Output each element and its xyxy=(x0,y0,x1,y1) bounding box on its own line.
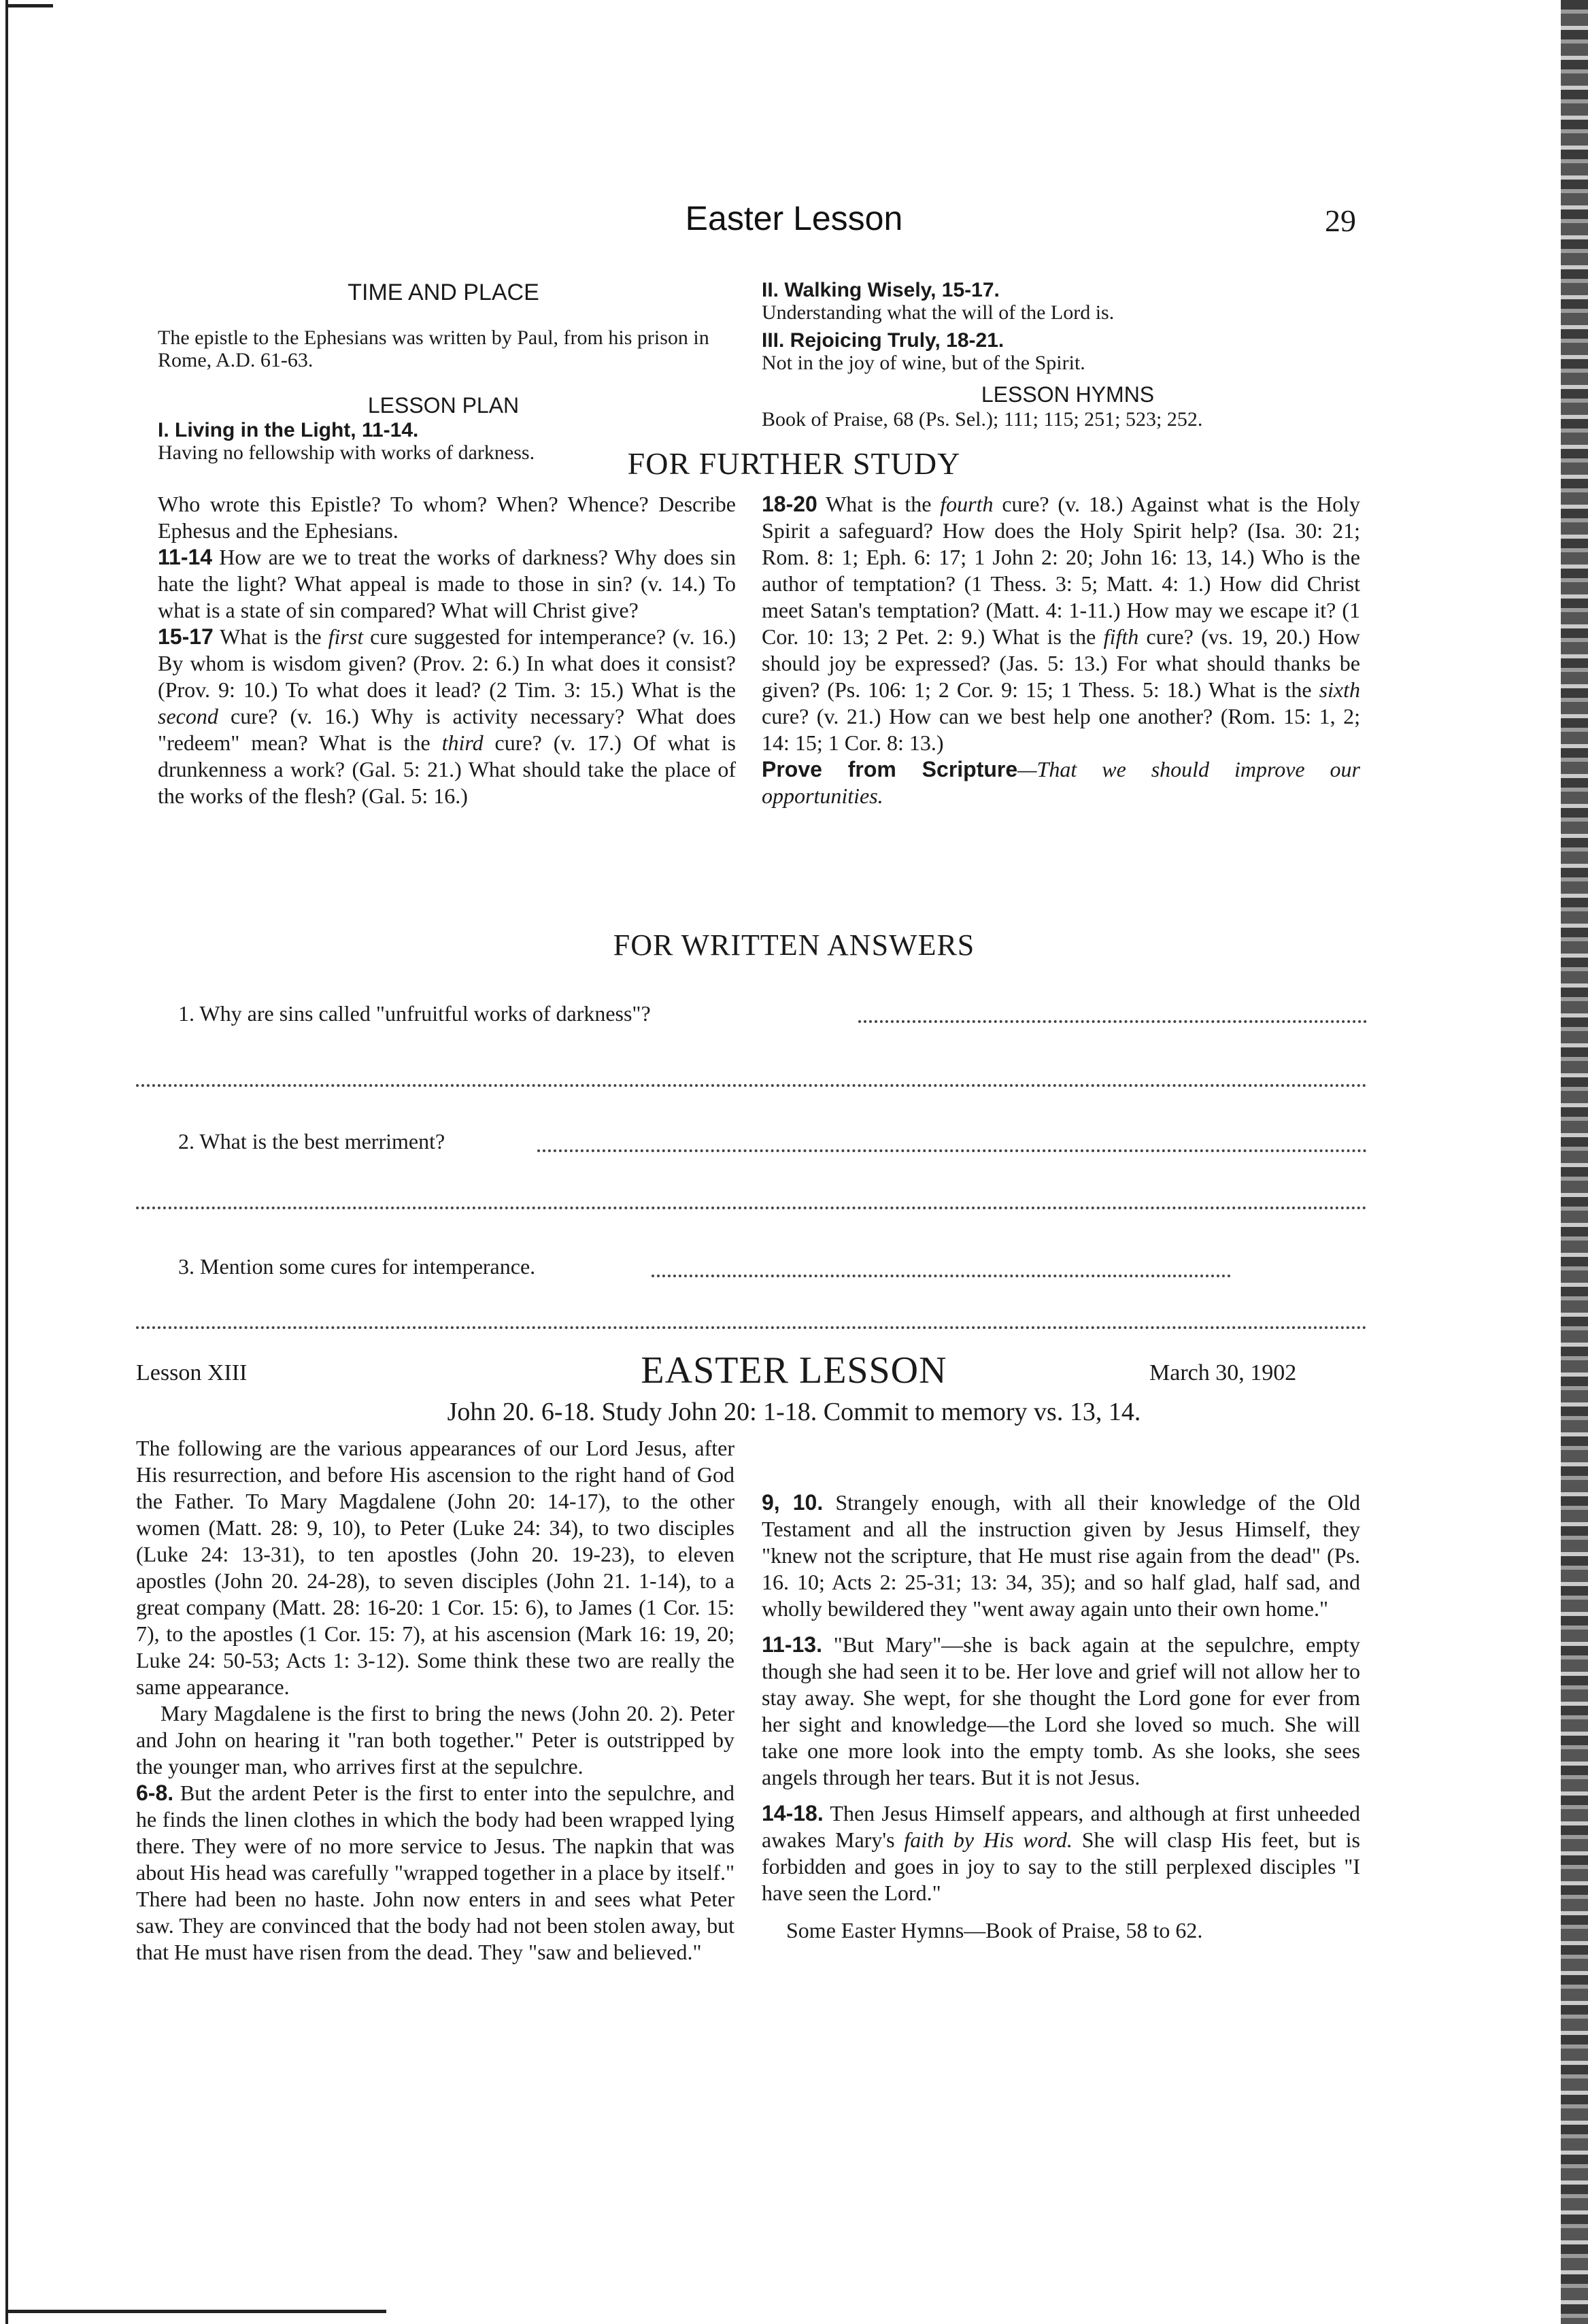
plan-item-1-desc: Having no fellowship with works of darkness. xyxy=(158,441,535,464)
top-corner-rule xyxy=(5,4,53,7)
commentary-14-18 xyxy=(762,1800,1360,1906)
prove-from-scripture xyxy=(762,756,1360,809)
answer-line-3b[interactable] xyxy=(136,1326,1367,1329)
plan-right-block xyxy=(762,279,1374,431)
further-study-heading: FOR FURTHER STUDY xyxy=(627,446,961,481)
fs-18-20-c: cure? (vs. 19, 20.) How should joy be expressed? (Jas. 5: 13.) For what should thanks be given? (Ps. 106: 1; 2 Cor. 9: 15; 1 Thess. 5: 18.) What is the xyxy=(762,624,1361,702)
verse-ref-11-13: 11-13. xyxy=(762,1632,822,1657)
plan-item-2-title: II. Walking Wisely, 15-17. xyxy=(762,279,1000,301)
plan-item-3-desc: Not in the joy of wine, but of the Spirit. xyxy=(762,352,1085,374)
scan-edge xyxy=(1561,0,1588,2324)
fs-15-17-d: cure? (v. 17.) Of what is drunkenness a work? (Gal. 5: 21.) What should take the place of the works of the flesh? (Gal. 5: 16.) xyxy=(158,730,737,808)
time-place-block xyxy=(158,279,729,464)
lesson-label: Lesson XIII xyxy=(136,1360,248,1385)
further-study-para-11-14-text: How are we to treat the works of darkness? Why does sin hate the light? What appeal is made to those in sin? (v. 14.) To what is a state of sin compared? What will Christ give? xyxy=(158,545,736,622)
further-study-para-18-20 xyxy=(762,491,1360,756)
bottom-corner-rule xyxy=(5,2310,386,2313)
lesson-scripture: John 20. 6-18. Study John 20: 1-18. Commit to memory vs. 13, 14. xyxy=(447,1398,1141,1426)
answer-line-3a[interactable] xyxy=(652,1275,1231,1277)
question-2: 2. What is the best merriment? xyxy=(178,1129,445,1153)
verse-ref-15-17: 15-17 xyxy=(158,624,214,649)
commentary-11-13 xyxy=(762,1632,1360,1791)
fs-18-20-a: What is the xyxy=(817,492,941,516)
fs-15-17-c: cure? (v. 16.) Why is activity necessary? What does "redeem" mean? What is the xyxy=(158,704,736,755)
time-place-heading: TIME AND PLACE xyxy=(348,280,539,305)
commentary-right xyxy=(762,1489,1360,1944)
further-study-para-11-14 xyxy=(158,544,736,624)
commentary-mary: Mary Magdalene is the first to bring the news (John 20. 2). Peter and John on hearing it "ran both together." Peter is outstripped by the younger man, who arrives first at the sepulchre. xyxy=(136,1701,734,1779)
lesson-date: March 30, 1902 xyxy=(1149,1360,1297,1385)
answer-line-1b[interactable] xyxy=(136,1084,1367,1087)
fs-18-20-d: cure? (v. 21.) How can we best help one another? (Rom. 15: 1, 2; 14: 15; 1 Cor. 8: 13.) xyxy=(762,704,1360,755)
fs-15-17-em1: first xyxy=(328,624,364,649)
verse-ref-14-18: 14-18. xyxy=(762,1801,824,1825)
commentary-9-10-text: Strangely enough, with all their knowledge of the Old Testament and all the instruction given by Jesus Himself, they "knew not the scripture, that He must rise again from the dead" (Ps. 16. 10; Acts 2: 25-31; 13: 34, 35); and so half glad, half sad, and wholly bewildered they "went away again unto their own home." xyxy=(762,1490,1361,1621)
answer-line-1a[interactable] xyxy=(858,1020,1367,1023)
prove-text: —That we should improve our opportunities. xyxy=(762,757,1360,808)
plan-item-1-title: I. Living in the Light, 11-14. xyxy=(158,419,419,441)
further-study-right xyxy=(762,491,1360,809)
question-1: 1. Why are sins called "unfruitful works of darkness"? xyxy=(178,1001,651,1026)
commentary-14-18-em: faith by His word. xyxy=(904,1828,1072,1852)
easter-hymns: Some Easter Hymns—Book of Praise, 58 to 62. xyxy=(786,1918,1203,1942)
time-place-text: The epistle to the Ephesians was written by Paul, from his prison in Rome, A.D. 61-63. xyxy=(158,326,709,371)
commentary-11-13-text: "But Mary"—she is back again at the sepulchre, empty though she had seen it to be. Her love and grief will not allow her to stay away. She wept, for she thought the Lord gone for ever from her sight and knowledge—the Lord she loved so much. She will take one more look into the empty tomb. As she looks, she sees angels through her tears. But it is not Jesus. xyxy=(762,1632,1360,1789)
prove-label: Prove from Scripture xyxy=(762,757,1018,781)
fs-18-20-b: cure? (v. 18.) Against what is the Holy Spirit a safeguard? How does the Holy Spirit help? (Isa. 30: 21; Rom. 8: 1; Eph. 6: 17; 1 John 2: 20; John 16: 13, 14.) Who is the author of temptation? (1 Thess. 3: 5; Matt. 4: 1.) How did Christ meet Satan's temptation? (Matt. 4: 1-11.) How may we escape it? (1 Cor. 10: 13; 2 Pet. 2: 9.) What is the xyxy=(762,492,1360,649)
question-3: 3. Mention some cures for intemperance. xyxy=(178,1254,536,1279)
written-answers-heading: FOR WRITTEN ANSWERS xyxy=(613,928,975,962)
answer-line-2a[interactable] xyxy=(537,1149,1367,1152)
commentary-14-18-b: She will clasp His feet, but is forbidden and goes in joy to say to the still perplexed disciples "I have seen the Lord." xyxy=(762,1828,1361,1905)
plan-item-2-desc: Understanding what the will of the Lord is. xyxy=(762,301,1115,324)
commentary-6-8-text: But the ardent Peter is the first to enter into the sepulchre, and he finds the linen clothes in which the body had been wrapped lying there. They were of no more service to Jesus. The napkin that was about His head was carefully "wrapped together in a place by itself." There had been no haste. John now enters in and sees what Peter saw. They are convinced that the body had not been stolen away, but that He must have risen from the dead. They "saw and believed." xyxy=(136,1781,734,1964)
lesson-plan-heading: LESSON PLAN xyxy=(367,393,520,418)
page-header-title: Easter Lesson xyxy=(685,199,903,237)
verse-ref-11-14: 11-14 xyxy=(158,545,213,569)
further-study-intro: Who wrote this Epistle? To whom? When? Whence? Describe Ephesus and the Ephesians. xyxy=(158,492,736,543)
commentary-6-8 xyxy=(136,1780,734,1966)
answer-line-2b[interactable] xyxy=(136,1207,1367,1209)
further-study-left xyxy=(158,491,736,809)
left-margin-rule xyxy=(5,0,8,2324)
fs-15-17-em2: second xyxy=(158,704,218,728)
lesson-title: EASTER LESSON xyxy=(641,1349,947,1392)
lesson-hymns-heading: LESSON HYMNS xyxy=(981,382,1155,407)
plan-item-3-title: III. Rejoicing Truly, 18-21. xyxy=(762,329,1004,352)
further-study-para-15-17 xyxy=(158,624,736,809)
page-number: 29 xyxy=(1325,203,1356,238)
verse-ref-6-8: 6-8. xyxy=(136,1781,174,1805)
commentary-9-10 xyxy=(762,1489,1360,1622)
commentary-left xyxy=(136,1435,734,1966)
fs-18-20-em2: fifth xyxy=(1103,624,1139,649)
commentary-14-18-a: Then Jesus Himself appears, and although at first unheeded awakes Mary's xyxy=(762,1801,1360,1852)
fs-18-20-em3: sixth xyxy=(1319,677,1360,702)
fs-15-17-a: What is the xyxy=(213,624,328,649)
commentary-intro: The following are the various appearances of our Lord Jesus, after His resurrection, and before His ascension to the right hand of God the Father. To Mary Magdalene (John 20: 14-17), to the other women (Matt. 28: 9, 10), to Peter (Luke 24: 34), to two disciples (Luke 24: 13-31), to ten apostles (John 20. 19-23), to eleven apostles (John 20. 24-28), to seven disciples (John 21. 1-14), to a great company (Matt. 28: 16-20: 1 Cor. 15: 6), to James (1 Cor. 15: 7), to the apostles (1 Cor. 15: 7), at his ascension (Mark 16: 19, 20; Luke 24: 50-53; Acts 1: 3-12). Some think these two are really the same appearance. xyxy=(136,1436,734,1699)
fs-15-17-b: cure suggested for intemperance? (v. 16.) By whom is wisdom given? (Prov. 2: 6.) In what does it consist? (Prov. 9: 10.) To what does it lead? (2 Tim. 3: 15.) What is the xyxy=(158,624,736,702)
fs-15-17-em3: third xyxy=(441,730,484,755)
verse-ref-18-20: 18-20 xyxy=(762,492,817,516)
fs-18-20-em1: fourth xyxy=(940,492,994,516)
verse-ref-9-10: 9, 10. xyxy=(762,1490,824,1515)
lesson-hymns-text: Book of Praise, 68 (Ps. Sel.); 111; 115; 251; 523; 252. xyxy=(762,408,1203,431)
